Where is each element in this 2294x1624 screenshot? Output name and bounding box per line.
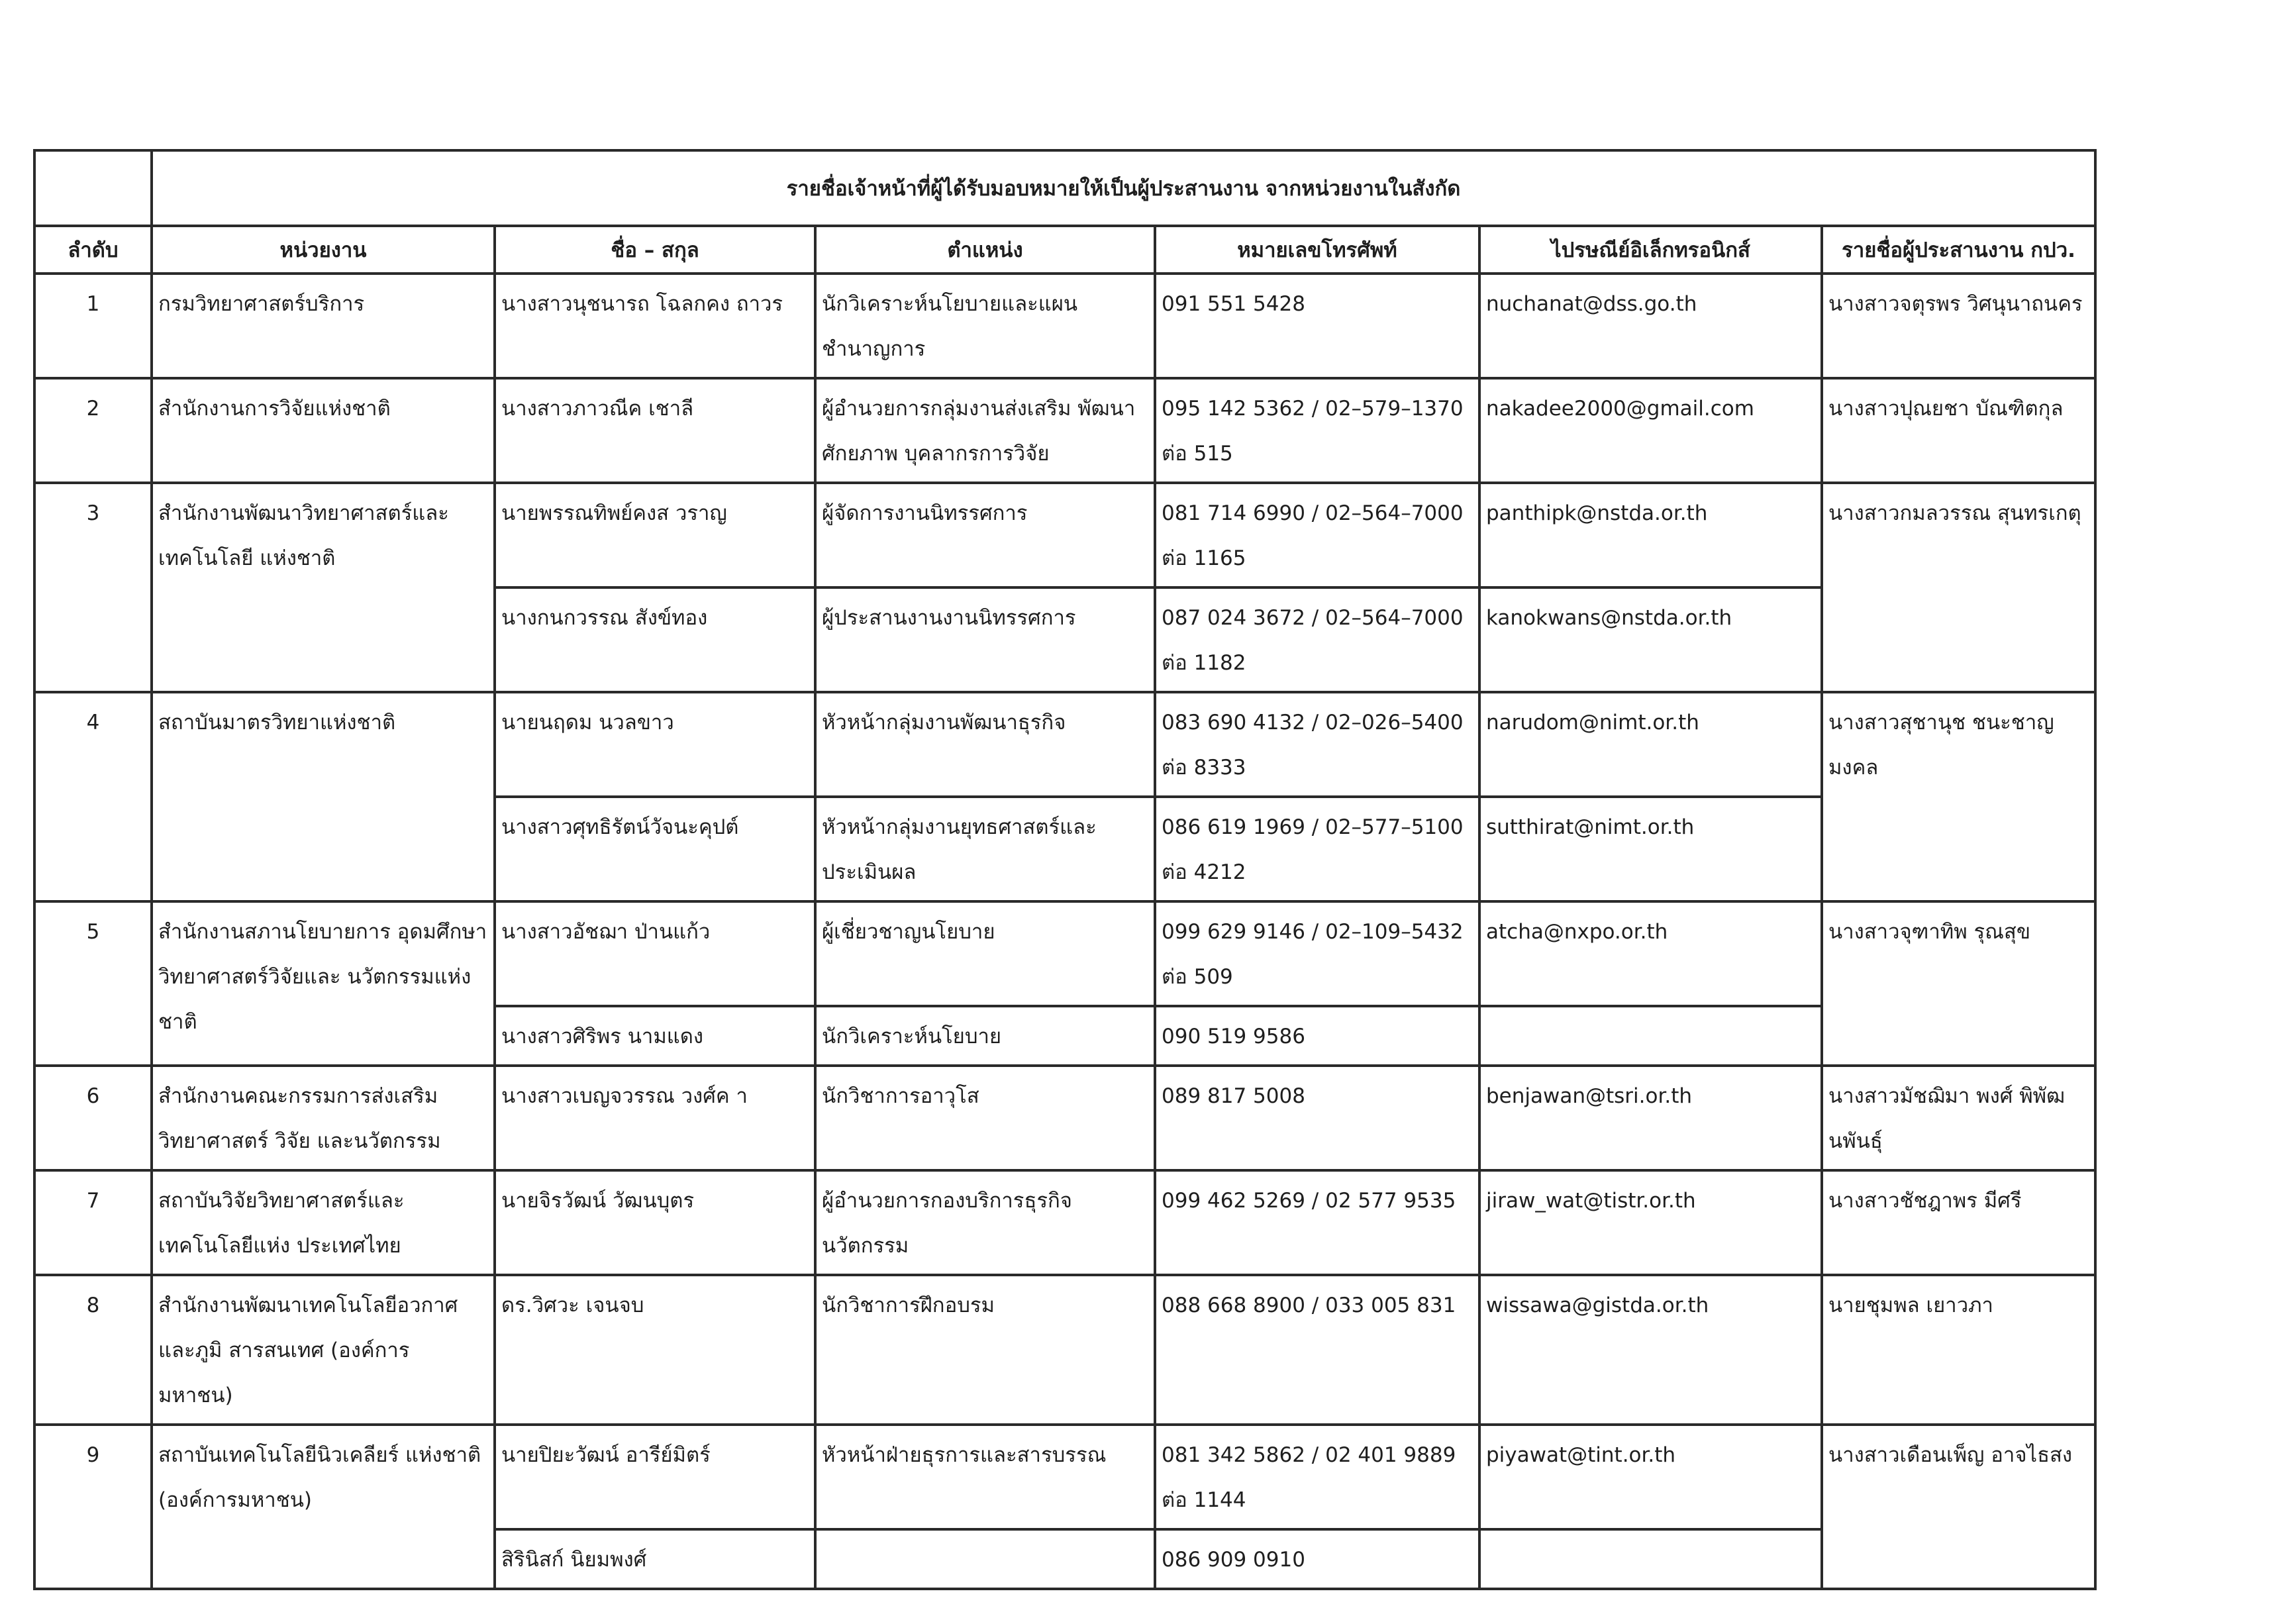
table-row — [34, 1425, 2095, 1529]
header-coordinator: รายชื่อผู้ประสานงาน กปว. — [1822, 226, 2095, 274]
email-cell — [1479, 1006, 1822, 1066]
coordinator-cell: นางสาวเดือนเพ็ญ อาจไธสง — [1822, 1425, 2095, 1589]
email-cell: wissawa@gistda.or.th — [1479, 1275, 1822, 1425]
table-row — [34, 1170, 2095, 1275]
email-cell: kanokwans@nstda.or.th — [1479, 587, 1822, 692]
name-cell: นางกนกวรรณ สังข์ทอง — [495, 587, 815, 692]
coordinator-cell: นางสาวกมลวรรณ สุนทรเกตุ — [1822, 483, 2095, 692]
table-row — [34, 692, 2095, 797]
table-title: รายชื่อเจ้าหน้าที่ผู้ได้รับมอบหมายให้เป็นผู้ประสานงาน จากหน่วยงานในสังกัด — [152, 150, 2095, 226]
position-cell: นักวิชาการอาวุโส — [815, 1066, 1155, 1170]
coordinator-cell: นางสาวมัชฌิมา พงศ์ พิพัฒนพันธุ์ — [1822, 1066, 2095, 1170]
position-cell: หัวหน้ากลุ่มงานยุทธศาสตร์และ ประเมินผล — [815, 797, 1155, 901]
table-row — [34, 1066, 2095, 1170]
row-number: 8 — [34, 1275, 152, 1425]
position-cell: นักวิเคราะห์นโยบาย — [815, 1006, 1155, 1066]
table-row — [34, 483, 2095, 587]
position-cell: ผู้จัดการงานนิทรรศการ — [815, 483, 1155, 587]
position-cell: ผู้เชี่ยวชาญนโยบาย — [815, 901, 1155, 1006]
coordinator-cell: นางสาวจุฑาทิพ รุณสุข — [1822, 901, 2095, 1066]
coordinator-cell: นางสาวจตุรพร วิศนุนาถนคร — [1822, 274, 2095, 378]
document-sheet — [33, 149, 2097, 1590]
name-cell: นายปิยะวัฒน์ อารีย์มิตร์ — [495, 1425, 815, 1529]
row-number: 1 — [34, 274, 152, 378]
name-cell: นางสาวศิริพร นามแดง — [495, 1006, 815, 1066]
phone-cell: 087 024 3672 / 02–564–7000 ต่อ 1182 — [1155, 587, 1479, 692]
position-cell: หัวหน้าฝ่ายธุรการและสารบรรณ — [815, 1425, 1155, 1529]
header-position: ตำแหน่ง — [815, 226, 1155, 274]
phone-cell: 099 629 9146 / 02–109–5432 ต่อ 509 — [1155, 901, 1479, 1006]
email-cell: sutthirat@nimt.or.th — [1479, 797, 1822, 901]
position-cell: ผู้อำนวยการกองบริการธุรกิจ นวัตกรรม — [815, 1170, 1155, 1275]
position-cell: ผู้ประสานงานงานนิทรรศการ — [815, 587, 1155, 692]
phone-cell: 081 714 6990 / 02–564–7000 ต่อ 1165 — [1155, 483, 1479, 587]
email-cell: nakadee2000@gmail.com — [1479, 378, 1822, 483]
table-row — [34, 901, 2095, 1006]
header-agency: หน่วยงาน — [152, 226, 495, 274]
email-cell: panthipk@nstda.or.th — [1479, 483, 1822, 587]
agency-cell: สำนักงานพัฒนาเทคโนโลยีอวกาศ และภูมิ สารสนเทศ (องค์การ มหาชน) — [152, 1275, 495, 1425]
coordinator-cell: นางสาวชัชฎาพร มีศรี — [1822, 1170, 2095, 1275]
name-cell: นางสาวนุชนารถ โฉลกคง ถาวร — [495, 274, 815, 378]
row-number: 2 — [34, 378, 152, 483]
name-cell: นางสาวศุทธิรัตน์วัจนะคุปต์ — [495, 797, 815, 901]
agency-cell: กรมวิทยาศาสตร์บริการ — [152, 274, 495, 378]
row-number: 9 — [34, 1425, 152, 1589]
position-cell — [815, 1529, 1155, 1589]
header-row — [34, 226, 2095, 274]
header-email: ไปรษณีย์อิเล็กทรอนิกส์ — [1479, 226, 1822, 274]
row-number: 5 — [34, 901, 152, 1066]
name-cell: นางสาวอัชฌา ป่านแก้ว — [495, 901, 815, 1006]
agency-cell: สำนักงานสภานโยบายการ อุดมศึกษา วิทยาศาสตร์วิจัยและ นวัตกรรมแห่งชาติ — [152, 901, 495, 1066]
phone-cell: 088 668 8900 / 033 005 831 — [1155, 1275, 1479, 1425]
email-cell: benjawan@tsri.or.th — [1479, 1066, 1822, 1170]
phone-cell: 090 519 9586 — [1155, 1006, 1479, 1066]
name-cell: นายนฤดม นวลขาว — [495, 692, 815, 797]
agency-cell: สถาบันเทคโนโลยีนิวเคลียร์ แห่งชาติ (องค์การมหาชน) — [152, 1425, 495, 1589]
agency-cell: สถาบันวิจัยวิทยาศาสตร์และ เทคโนโลยีแห่ง ประเทศไทย — [152, 1170, 495, 1275]
position-cell: ผู้อำนวยการกลุ่มงานส่งเสริม พัฒนาศักยภาพ บุคลากรการวิจัย — [815, 378, 1155, 483]
phone-cell: 099 462 5269 / 02 577 9535 — [1155, 1170, 1479, 1275]
row-number: 4 — [34, 692, 152, 901]
position-cell: นักวิเคราะห์นโยบายและแผน ชำนาญการ — [815, 274, 1155, 378]
phone-cell: 083 690 4132 / 02–026–5400 ต่อ 8333 — [1155, 692, 1479, 797]
phone-cell: 095 142 5362 / 02–579–1370 ต่อ 515 — [1155, 378, 1479, 483]
email-cell — [1479, 1529, 1822, 1589]
row-number: 3 — [34, 483, 152, 692]
title-row — [34, 150, 2095, 226]
coordinator-cell: นางสาวปุณยชา บัณฑิตกุล — [1822, 378, 2095, 483]
agency-cell: สำนักงานการวิจัยแห่งชาติ — [152, 378, 495, 483]
agency-cell: สำนักงานพัฒนาวิทยาศาสตร์และ เทคโนโลยี แห่งชาติ — [152, 483, 495, 692]
agency-cell: สำนักงานคณะกรรมการส่งเสริม วิทยาศาสตร์ วิจัย และนวัตกรรม — [152, 1066, 495, 1170]
phone-cell: 091 551 5428 — [1155, 274, 1479, 378]
table-row — [34, 274, 2095, 378]
coordinator-cell: นางสาวสุชานุช ชนะชาญ มงคล — [1822, 692, 2095, 901]
header-no: ลำดับ — [34, 226, 152, 274]
email-cell: jiraw_wat@tistr.or.th — [1479, 1170, 1822, 1275]
table-row — [34, 1275, 2095, 1425]
coordinator-cell: นายชุมพล เยาวภา — [1822, 1275, 2095, 1425]
table-row — [34, 378, 2095, 483]
email-cell: atcha@nxpo.or.th — [1479, 901, 1822, 1006]
email-cell: piyawat@tint.or.th — [1479, 1425, 1822, 1529]
header-name: ชื่อ – สกุล — [495, 226, 815, 274]
position-cell: นักวิชาการฝึกอบรม — [815, 1275, 1155, 1425]
phone-cell: 086 909 0910 — [1155, 1529, 1479, 1589]
table-body — [34, 274, 2095, 1589]
name-cell: สิรินิสก์ นิยมพงศ์ — [495, 1529, 815, 1589]
coordinator-table — [33, 149, 2097, 1590]
name-cell: นายจิรวัฒน์ วัฒนบุตร — [495, 1170, 815, 1275]
name-cell: ดร.วิศวะ เจนจบ — [495, 1275, 815, 1425]
phone-cell: 081 342 5862 / 02 401 9889 ต่อ 1144 — [1155, 1425, 1479, 1529]
phone-cell: 086 619 1969 / 02–577–5100 ต่อ 4212 — [1155, 797, 1479, 901]
position-cell: หัวหน้ากลุ่มงานพัฒนาธุรกิจ — [815, 692, 1155, 797]
row-number: 6 — [34, 1066, 152, 1170]
header-phone: หมายเลขโทรศัพท์ — [1155, 226, 1479, 274]
corner-cell — [34, 150, 152, 226]
email-cell: narudom@nimt.or.th — [1479, 692, 1822, 797]
agency-cell: สถาบันมาตรวิทยาแห่งชาติ — [152, 692, 495, 901]
name-cell: นางสาวภาวณีค เชาลี — [495, 378, 815, 483]
name-cell: นายพรรณทิพย์คงส วราญ — [495, 483, 815, 587]
name-cell: นางสาวเบญจวรรณ วงศ์ค า — [495, 1066, 815, 1170]
row-number: 7 — [34, 1170, 152, 1275]
email-cell: nuchanat@dss.go.th — [1479, 274, 1822, 378]
phone-cell: 089 817 5008 — [1155, 1066, 1479, 1170]
